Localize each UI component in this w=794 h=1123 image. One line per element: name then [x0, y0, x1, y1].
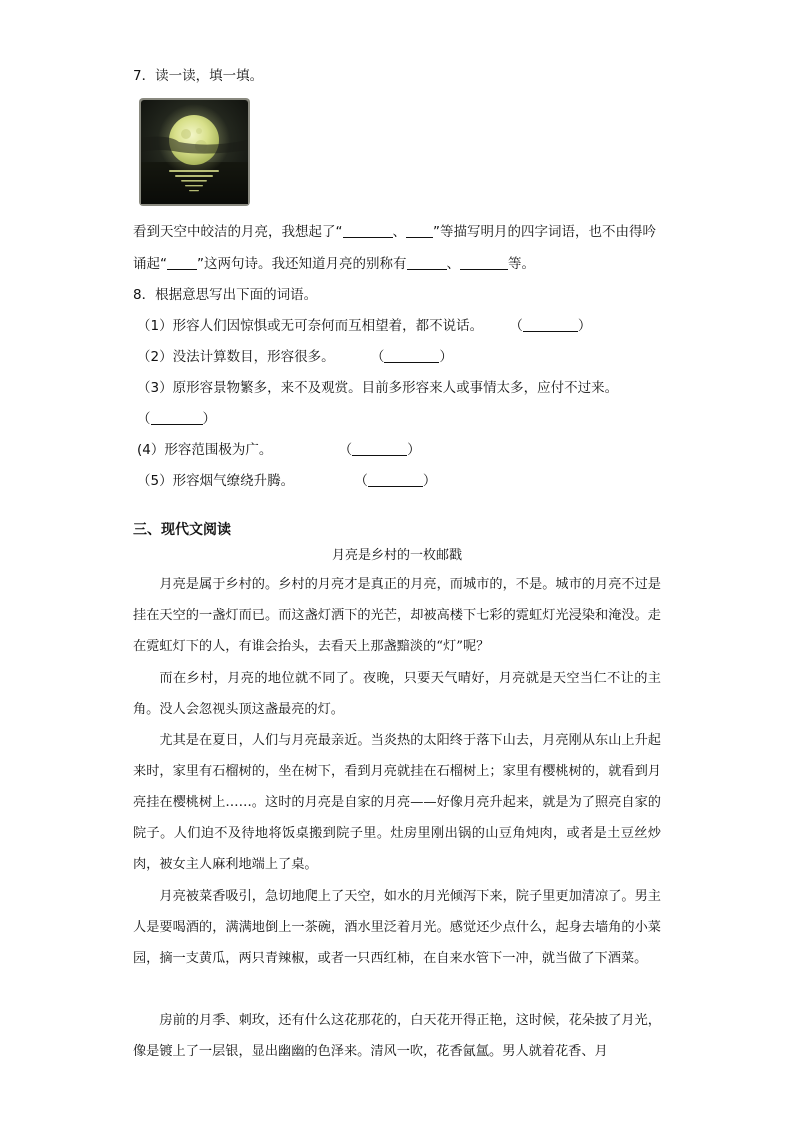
question-8-item-4: (4）形容范围极为广。 （ ） [137, 442, 421, 458]
passage-paragraph-4: 月亮被菜香吸引，急切地爬上了天空，如水的月光倾泻下来，院子里更加清凉了。男主人是要喝酒的，满满地倒上一茶碗，酒水里泛着月光。感觉还少点什么，起身去墙角的小菜园，摘一支黄瓜，两只青辣椒，或者一只西红柿，在自来水管下一冲，就当做了下酒菜。 [133, 889, 661, 966]
answer-blank[interactable] [407, 255, 447, 270]
question-8-item-3: （3）原形容景物繁多，来不及观赏。目前多形容来人或事情太多，应付不过来。 [137, 380, 619, 396]
answer-blank[interactable] [523, 317, 578, 332]
answer-blank[interactable] [368, 472, 423, 487]
answer-blank[interactable] [352, 441, 407, 456]
question-7-line-2: 诵起“ ”这两句诗。我还知道月亮的别称有 、 等。 [133, 256, 535, 272]
question-8-item-5: （5）形容烟气缭绕升腾。 （ ） [137, 473, 437, 489]
answer-blank[interactable] [406, 223, 433, 238]
question-8-item-2: （2）没法计算数目，形容很多。 （ ） [137, 349, 453, 365]
answer-blank[interactable] [384, 348, 439, 363]
answer-blank[interactable] [167, 255, 197, 270]
answer-blank[interactable] [151, 410, 203, 425]
passage-paragraph-1: 月亮是属于乡村的。乡村的月亮才是真正的月亮，而城市的，不是。城市的月亮不过是挂在天空的一盏灯而已。而这盏灯洒下的光芒，却被高楼下七彩的霓虹灯光浸染和淹没。走在霓虹灯下的人，有谁会抬头，去看天上那盏黯淡的“灯”呢？ [133, 577, 661, 654]
question-8-item-3-answer: （ ） [137, 411, 216, 427]
question-8-title: 8．根据意思写出下面的词语。 [133, 287, 318, 303]
section-heading: 三、现代文阅读 [133, 522, 231, 538]
passage-title: 月亮是乡村的一枚邮戳 [331, 548, 462, 563]
question-7-title: 7．读一读，填一填。 [133, 68, 264, 84]
passage-paragraph-3: 尤其是在夏日，人们与月亮最亲近。当炎热的太阳终于落下山去，月亮刚从东山上升起来时，家里有石榴树的，坐在树下，看到月亮就挂在石榴树上；家里有樱桃树的，就看到月亮挂在樱桃树上……。这时的月亮是自家的月亮——好像月亮升起来，就是为了照亮自家的院子。人们迫不及待地将饭桌搬到院子里。灶房里刚出锅的山豆角炖肉，或者是土豆丝炒肉，被女主人麻利地端上了桌。 [133, 733, 661, 872]
moon-photo [139, 98, 250, 206]
answer-blank[interactable] [460, 255, 508, 270]
question-7-line-1: 看到天空中皎洁的月亮，我想起了“ 、 ”等描写明月的四字词语，也不由得吟 [133, 224, 656, 240]
question-8-item-1: （1）形容人们因惊惧或无可奈何而互相望着，都不说话。 （ ） [137, 318, 592, 334]
passage-paragraph-5: 房前的月季、刺玫，还有什么这花那花的，白天花开得正艳，这时候，花朵披了月光，像是镀上了一层银，显出幽幽的色泽来。清风一吹，花香氤氲。男人就着花香、月 [133, 1013, 661, 1059]
answer-blank[interactable] [343, 223, 393, 238]
passage-paragraph-2: 而在乡村，月亮的地位就不同了。夜晚，只要天气晴好，月亮就是天空当仁不让的主角。没人会忽视头顶这盏最亮的灯。 [133, 671, 661, 717]
